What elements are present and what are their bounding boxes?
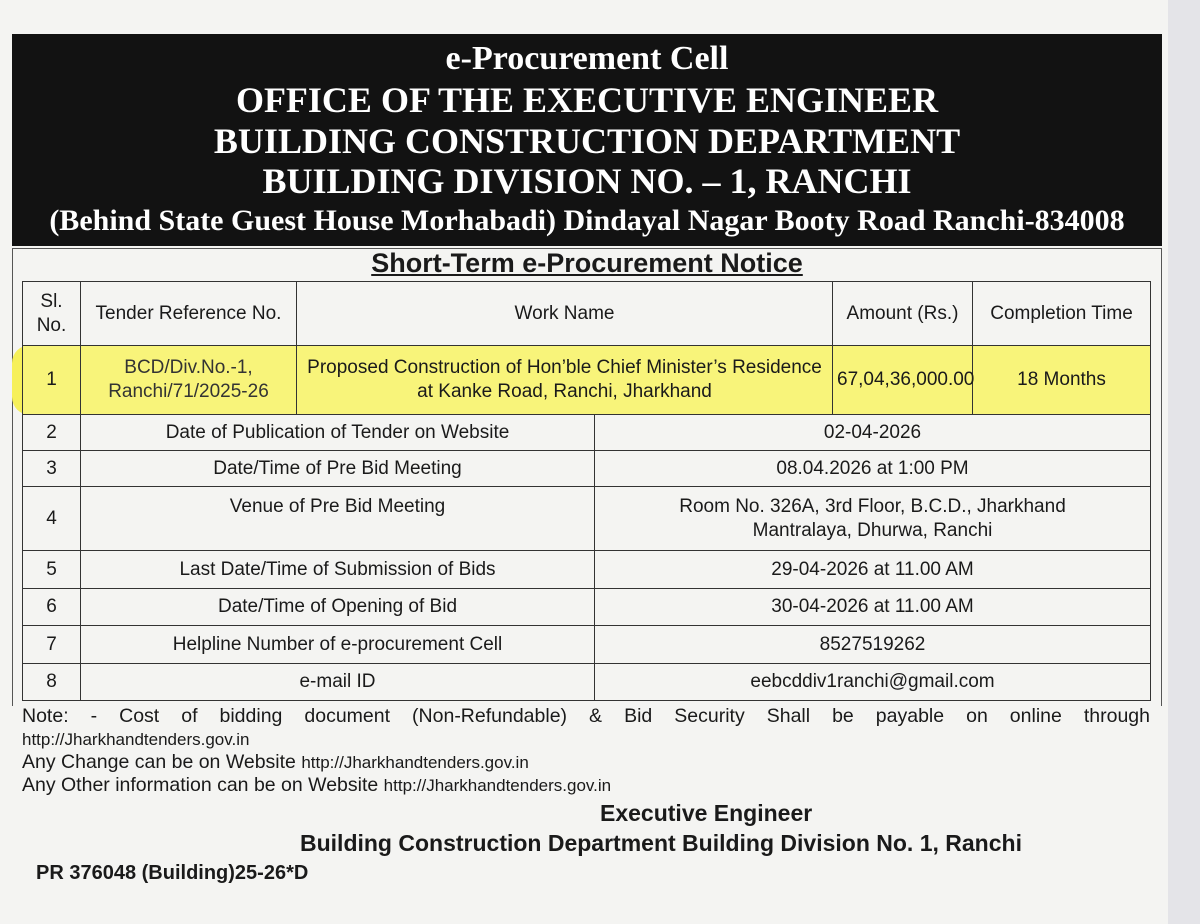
work-tender-ref: BCD/Div.No.-1, Ranchi/71/2025-26 [81, 346, 297, 415]
notice-title: Short-Term e-Procurement Notice [371, 248, 803, 278]
note-url: http://Jharkhandtenders.gov.in [383, 776, 612, 795]
table-row [23, 487, 1151, 551]
work-completion-time: 18 Months [973, 346, 1151, 415]
header-amount: Amount (Rs.) [833, 282, 973, 346]
work-name: Proposed Construction of Hon’ble Chief Minister’s Residence at Kanke Road, Ranchi, Jharkhand [297, 346, 833, 415]
pr-number: PR 376048 (Building)25-26*D [36, 862, 309, 884]
header-office: OFFICE OF THE EXECUTIVE ENGINEER [235, 80, 939, 120]
row-label: Date/Time of Pre Bid Meeting [81, 451, 595, 487]
row-sl-no: 3 [23, 451, 81, 487]
row-sl-no: 4 [23, 487, 81, 551]
row-sl-no: 5 [23, 551, 81, 589]
work-sl-no: 1 [23, 346, 81, 415]
header-completion-time: Completion Time [973, 282, 1151, 346]
header-work-name: Work Name [297, 282, 833, 346]
row-label: e-mail ID [81, 664, 595, 701]
row-value: 30-04-2026 at 11.00 AM [595, 589, 1151, 626]
document-header [12, 34, 1162, 246]
note-block [22, 705, 1150, 797]
table-row [23, 451, 1151, 487]
row-value: 08.04.2026 at 1:00 PM [595, 451, 1151, 487]
note-line: Note: - Cost of bidding document (Non-Refundable) & Bid Security Shall be payable on online through [22, 705, 1150, 727]
header-cell-name: e-Procurement Cell [445, 40, 729, 77]
header-department: BUILDING CONSTRUCTION DEPARTMENT [213, 121, 961, 161]
row-sl-no: 6 [23, 589, 81, 626]
table-row [23, 626, 1151, 664]
table-row-work [23, 346, 1151, 415]
page-margin [1168, 0, 1200, 924]
header-address: (Behind State Guest House Morhabadi) Dindayal Nagar Booty Road Ranchi-834008 [49, 204, 1125, 237]
row-sl-no: 7 [23, 626, 81, 664]
row-label: Last Date/Time of Submission of Bids [81, 551, 595, 589]
row-value: Room No. 326A, 3rd Floor, B.C.D., Jharkhand Mantralaya, Dhurwa, Ranchi [595, 487, 1151, 551]
table-row [23, 415, 1151, 451]
header-tender-ref: Tender Reference No. [81, 282, 297, 346]
note-url: http://Jharkhandtenders.gov.in [301, 753, 529, 772]
row-sl-no: 8 [23, 664, 81, 701]
table-row [23, 589, 1151, 626]
signature-department: Building Construction Department Building Division No. 1, Ranchi [300, 830, 1022, 856]
row-value: 29-04-2026 at 11.00 AM [595, 551, 1151, 589]
table-header-row [23, 282, 1151, 346]
row-label: Helpline Number of e-procurement Cell [81, 626, 595, 664]
work-amount: 67,04,36,000.00 [833, 346, 973, 415]
row-label: Venue of Pre Bid Meeting [81, 487, 595, 551]
row-label: Date of Publication of Tender on Website [81, 415, 595, 451]
row-sl-no: 2 [23, 415, 81, 451]
note-url: http://Jharkhandtenders.gov.in [22, 730, 250, 749]
table-row [23, 551, 1151, 589]
note-line: Any Change can be on Website http://Jharkhandtenders.gov.in [22, 751, 529, 773]
row-value: 8527519262 [595, 626, 1151, 664]
table-row [23, 664, 1151, 701]
tender-table [22, 281, 1151, 701]
note-line: Any Other information can be on Website http://Jharkhandtenders.gov.in [22, 774, 612, 796]
signature-title: Executive Engineer [600, 800, 813, 826]
row-value: 02-04-2026 [595, 415, 1151, 451]
header-division: BUILDING DIVISION NO. – 1, RANCHI [262, 161, 912, 201]
row-value: eebcddiv1ranchi@gmail.com [595, 664, 1151, 701]
row-label: Date/Time of Opening of Bid [81, 589, 595, 626]
header-sl-no: Sl. No. [23, 282, 81, 346]
